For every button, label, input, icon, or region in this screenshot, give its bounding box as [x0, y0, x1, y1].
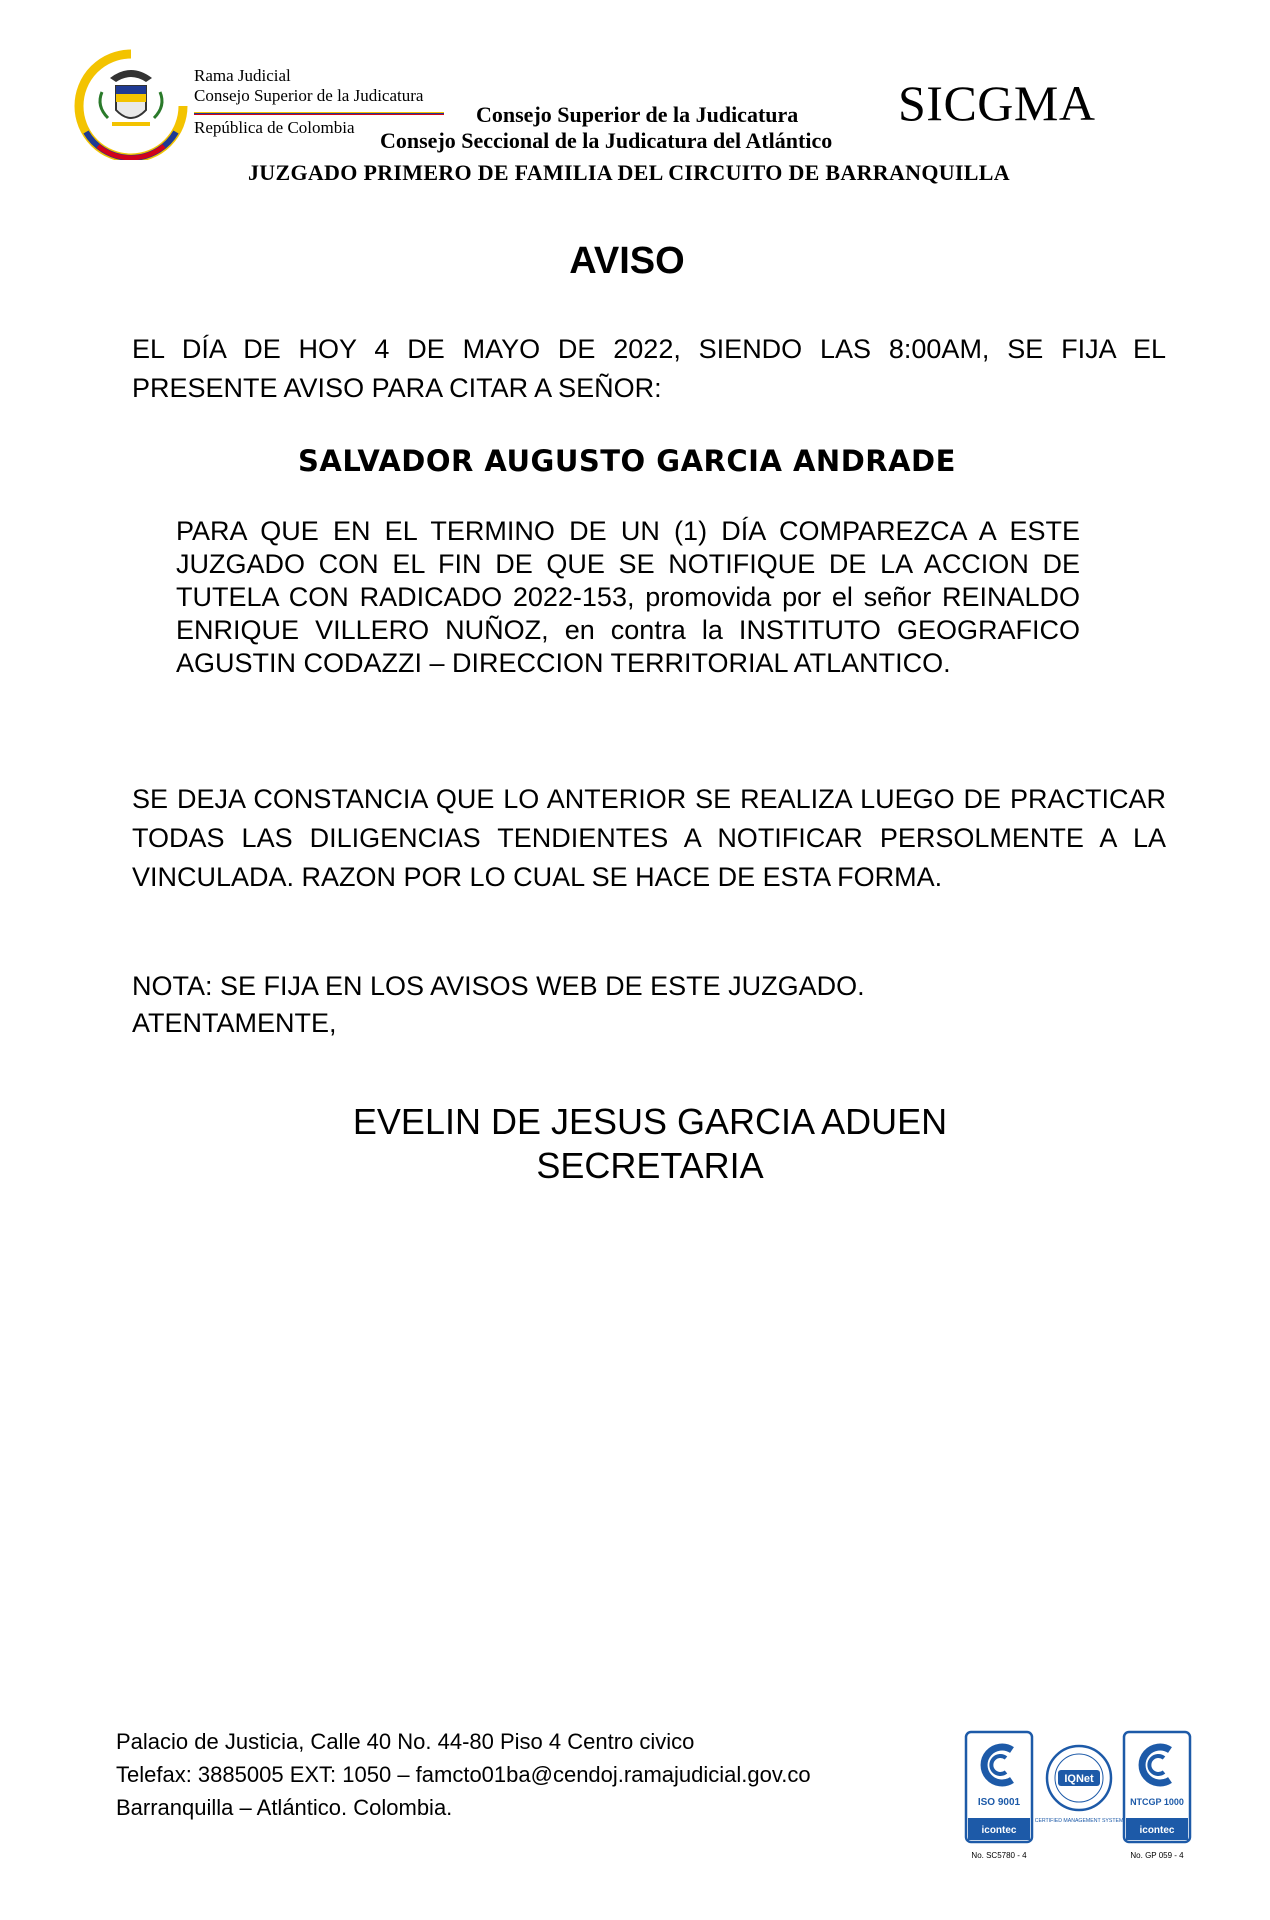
- flag-rule: [194, 112, 444, 115]
- ntcgp-1000-icon: [1124, 1732, 1190, 1860]
- footer-contact-line: Telefax: 3885005 EXT: 1050 – famcto01ba@cendoj.ramajudicial.gov.co: [116, 1762, 811, 1787]
- cert-ntcgp-number: No. GP 059 - 4: [1130, 1851, 1184, 1860]
- cert-iso-label: ISO 9001: [977, 1797, 1021, 1808]
- court-name: JUZGADO PRIMERO DE FAMILIA DEL CIRCUITO DE BARRANQUILLA: [248, 160, 1010, 185]
- summons-paragraph: PARA QUE EN EL TERMINO DE UN (1) DÍA COMPAREZCA A ESTE JUZGADO CON EL FIN DE QUE SE NOTIFIQUE DE LA ACCION DE TUTELA CON RADICADO 2022-153, promovida por el señor REINALDO ENRIQUE VILLERO NUÑOZ, en contra la INSTITUTO GEOGRAFICO AGUSTIN CODAZZI – DIRECCION TERRITORIAL ATLANTICO.: [176, 516, 1080, 678]
- org-line-rama: Rama Judicial: [194, 66, 291, 85]
- council-name: Consejo Superior de la Judicatura: [476, 102, 799, 127]
- rama-judicial-logo: [72, 48, 190, 160]
- intro-paragraph: EL DÍA DE HOY 4 DE MAYO DE 2022, SIENDO LAS 8:00AM, SE FIJA EL PRESENTE AVISO PARA CITAR A SEÑOR:: [132, 334, 1166, 403]
- note-block: [132, 968, 865, 1042]
- signer-role: SECRETARIA: [536, 1145, 764, 1186]
- system-name: SICGMA: [898, 75, 1096, 131]
- signature-block: [0, 1100, 1270, 1188]
- cert-ntcgp-issuer: icontec: [1139, 1825, 1175, 1836]
- note-line: NOTA: SE FIJA EN LOS AVISOS WEB DE ESTE JUZGADO.: [132, 971, 865, 1001]
- org-line-consejo: Consejo Superior de la Judicatura: [194, 86, 424, 105]
- cert-iso-issuer: icontec: [981, 1825, 1017, 1836]
- iqnet-icon: [1035, 1746, 1124, 1824]
- page-title: AVISO: [569, 240, 685, 282]
- cert-iqnet-issuer: CERTIFIED MANAGEMENT SYSTEM: [1034, 1818, 1124, 1824]
- signer-name: EVELIN DE JESUS GARCIA ADUEN: [352, 1101, 948, 1142]
- record-paragraph: SE DEJA CONSTANCIA QUE LO ANTERIOR SE REALIZA LUEGO DE PRACTICAR TODAS LAS DILIGENCIAS TENDIENTES A NOTIFICAR PERSOLMENTE A LA VINCULADA. RAZON POR LO CUAL SE HACE DE ESTA FORMA.: [132, 784, 1166, 892]
- footer-address-line: Palacio de Justicia, Calle 40 No. 44-80 Piso 4 Centro civico: [116, 1729, 695, 1754]
- closing-line: ATENTAMENTE,: [132, 1008, 337, 1038]
- footer-address: [116, 1725, 811, 1824]
- cert-iso-number: No. SC5780 - 4: [971, 1851, 1027, 1860]
- iso-9001-icon: [966, 1732, 1032, 1860]
- sectional-council-name: Consejo Seccional de la Judicatura del Atlántico: [380, 128, 833, 153]
- cert-iqnet-label: IQNet: [1064, 1773, 1094, 1785]
- coat-of-arms-icon: [100, 70, 162, 126]
- cert-ntcgp-label: NTCGP 1000: [1130, 1797, 1184, 1807]
- footer-city-line: Barranquilla – Atlántico. Colombia.: [116, 1795, 453, 1820]
- cited-person: SALVADOR AUGUSTO GARCIA ANDRADE: [298, 444, 956, 478]
- org-line-republica: República de Colombia: [194, 118, 355, 137]
- certification-logos: [964, 1730, 1194, 1870]
